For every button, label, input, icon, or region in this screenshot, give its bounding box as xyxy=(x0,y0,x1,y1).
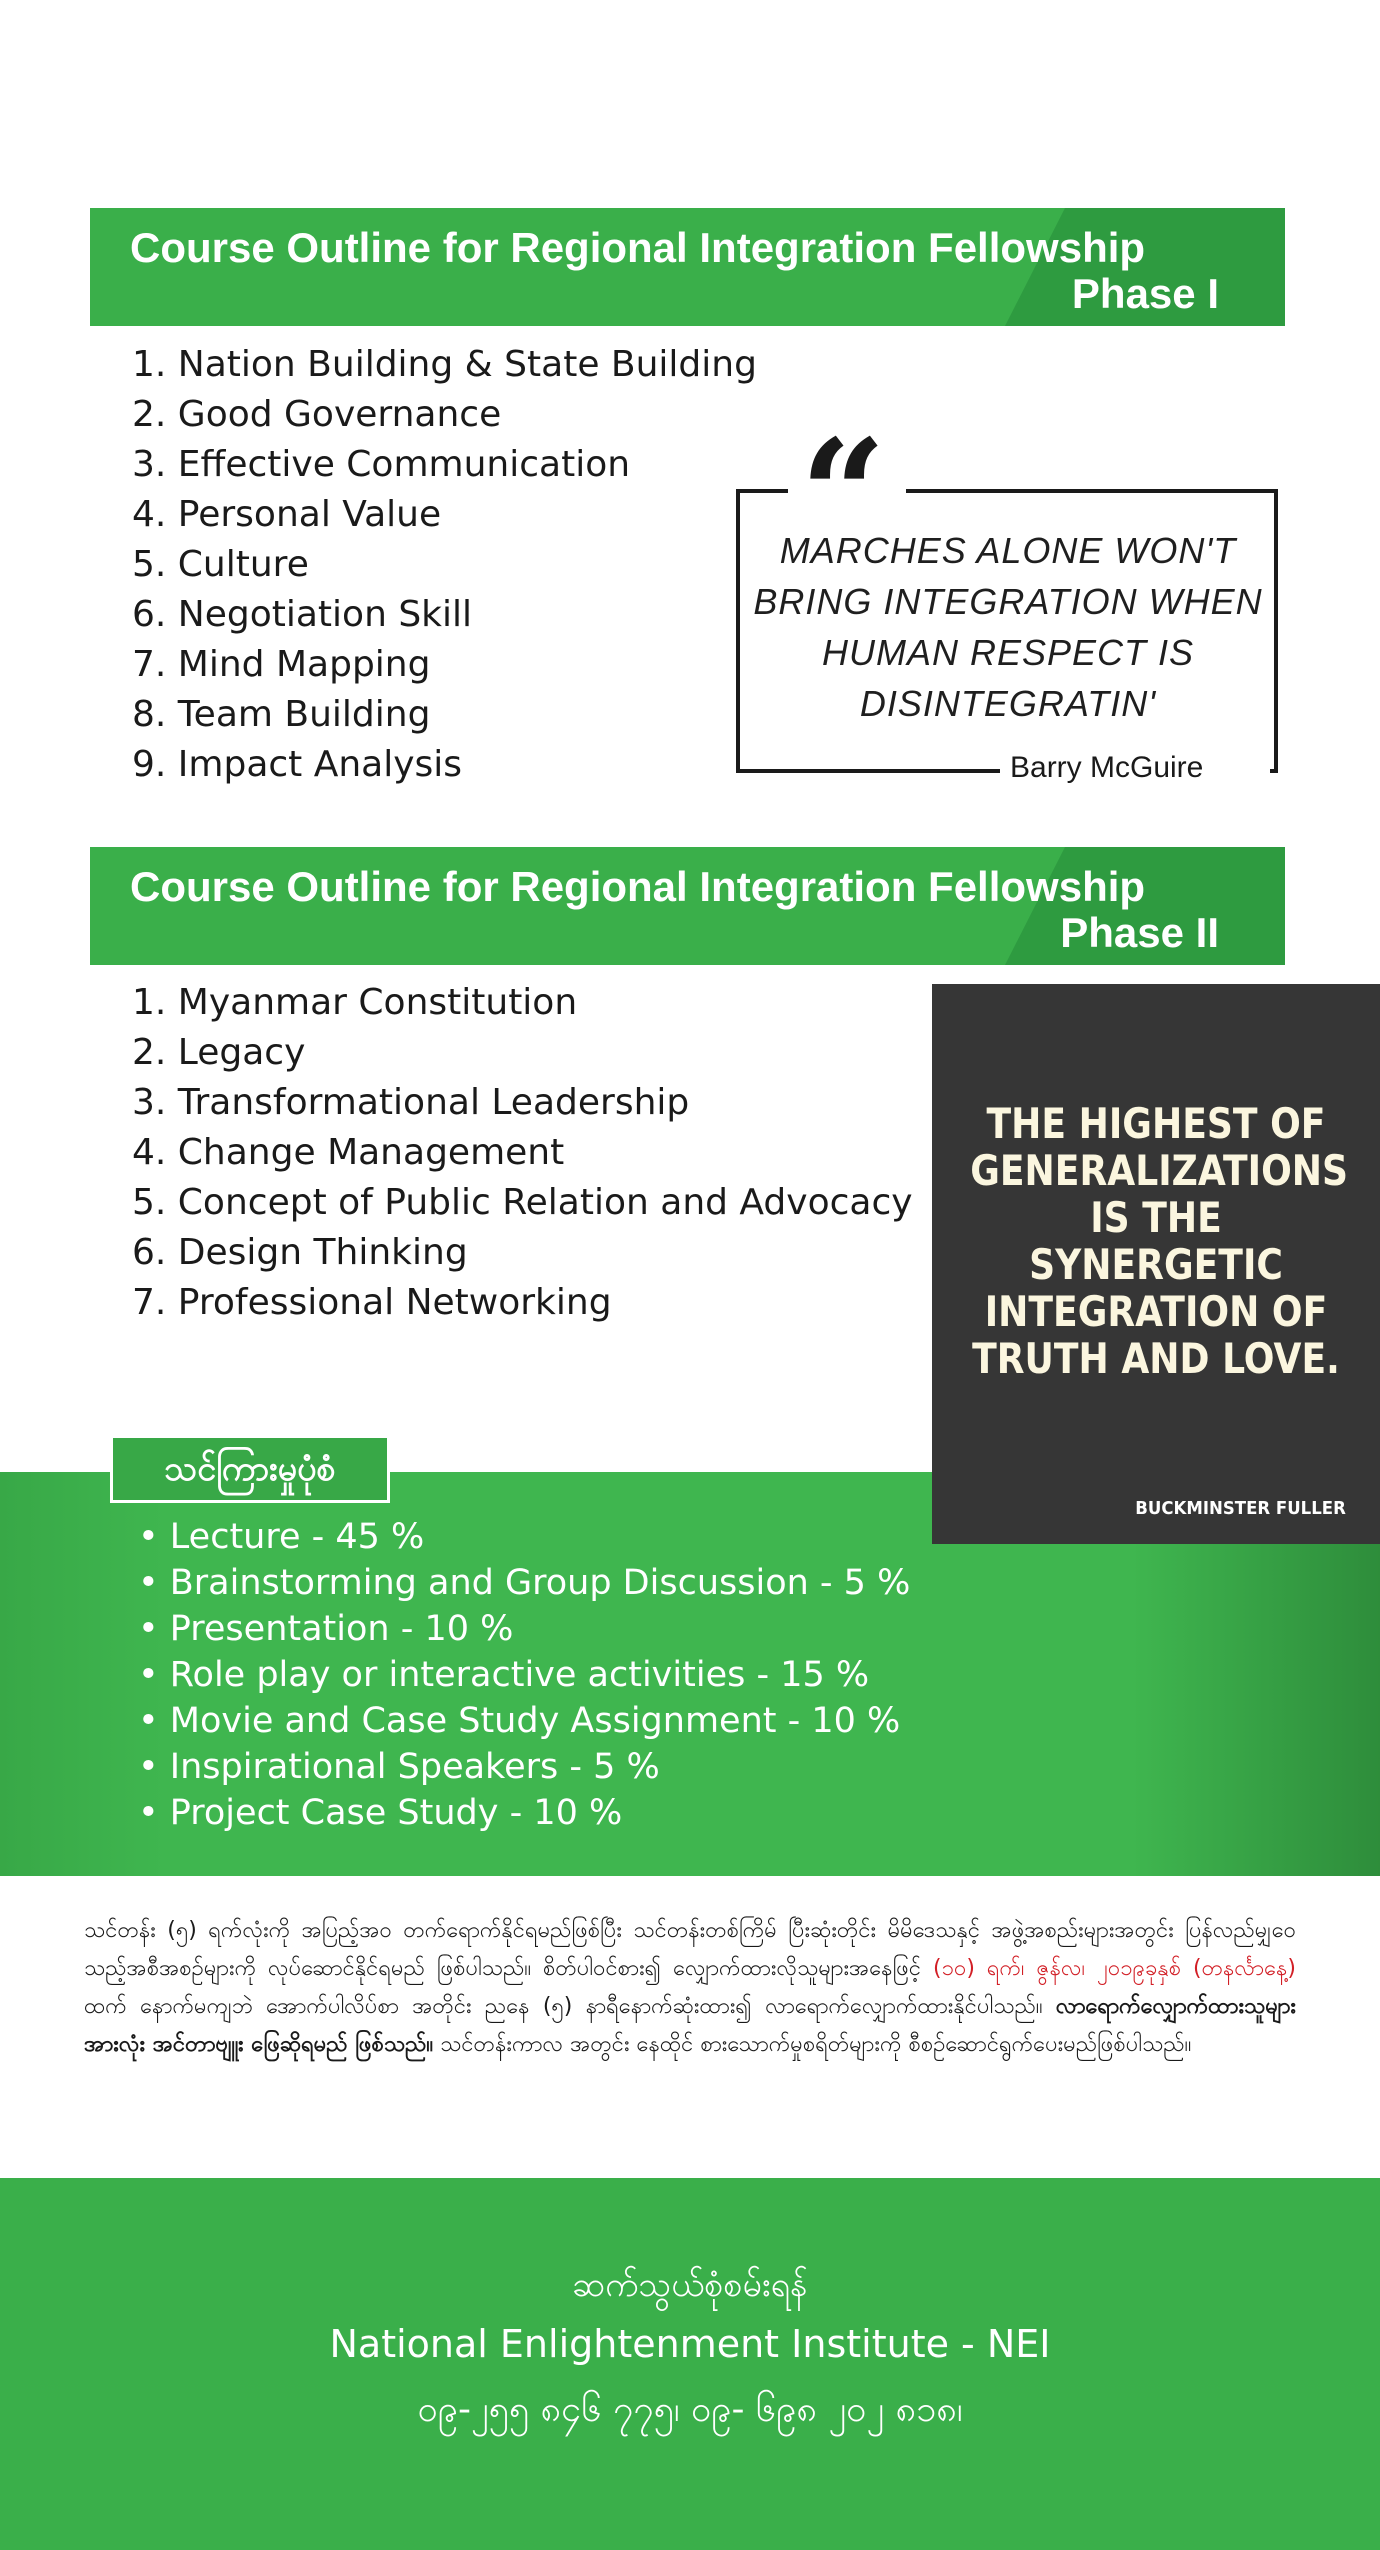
list-item: 6. Design Thinking xyxy=(132,1232,468,1273)
phase1-title-line1: Course Outline for Regional Integration Fellowship xyxy=(130,224,1146,271)
list-item: 1. Nation Building & State Building xyxy=(132,344,757,385)
phase2-title-line2: Phase II xyxy=(1060,909,1219,956)
quote-author: Barry McGuire xyxy=(1010,751,1204,784)
paragraph-part1: သင်တန်း (၅) ရက်လုံးကို အပြည့်အဝ တက်ရောက်နိုင်ရမည်ဖြစ်ပြီး သင်တန်းတစ်ကြိမ် ပြီးဆုံးတိုင်း မိမိဒေသနှင့် အဖွဲ့အစည်းများအတွင်း ပြန်လည်မျှဝေသည့်အစီအစဉ်များကို လုပ်ဆောင်နိုင်ရမည် ဖြစ်ပါသည်။ စိတ်ပါဝင်စား၍ လျှောက်ထားလိုသူများအနေဖြင့် xyxy=(84,1918,1296,1981)
phase2-banner xyxy=(90,847,1285,965)
list-item: • Lecture - 45 % xyxy=(138,1514,910,1560)
list-item: 7. Professional Networking xyxy=(132,1282,612,1323)
paragraph-part2: ထက် နောက်မကျဘဲ အောက်ပါလိပ်စာ အတိုင်း ညနေ (၅) နာရီနောက်ဆုံးထား၍ လာရောက်လျှောက်ထားနိုင်ပါသည်။ xyxy=(84,1994,1043,2019)
info-paragraph xyxy=(84,1912,1296,2064)
list-item: 6. Negotiation Skill xyxy=(132,594,473,635)
phase1-course-list xyxy=(132,340,757,790)
list-item: • Project Case Study - 10 % xyxy=(138,1790,910,1836)
list-item: 2. Legacy xyxy=(132,1032,306,1073)
list-item: 5. Culture xyxy=(132,544,309,585)
list-item: 4. Change Management xyxy=(132,1132,565,1173)
phase1-banner xyxy=(90,208,1285,326)
methods-title: သင်ကြားမှုပုံစံ xyxy=(110,1435,390,1503)
deadline-text: (၁၀) ရက်၊ ဇွန်လ၊ ၂၀၁၉ခုနှစ် (တနင်္လာနေ့) xyxy=(933,1956,1296,1981)
phone-numbers: ၀၉-၂၅၅ ၈၄၆ ၇၇၅၊ ၀၉- ၆၉၈ ၂၀၂ ၈၁၈၊ xyxy=(417,2389,963,2430)
phase1-title-line2: Phase I xyxy=(1071,270,1219,317)
organization-name: National Enlightenment Institute - NEI xyxy=(329,2322,1051,2366)
list-item: 2. Good Governance xyxy=(132,394,502,435)
contact-label: ဆက်သွယ်စုံစမ်းရန် xyxy=(572,2265,808,2305)
quote-text: MARCHES ALONE WON'T BRING INTEGRATION WHEN HUMAN RESPECT IS DISINTEGRATIN' xyxy=(753,530,1263,724)
paragraph-part3: သင်တန်းကာလ အတွင်း နေထိုင် စားသောက်မှုစရိတ်များကို စီစဉ်ဆောင်ရွက်ပေးမည်ဖြစ်ပါသည်။ xyxy=(440,2032,1192,2057)
methods-list xyxy=(138,1514,910,1836)
list-item: • Presentation - 10 % xyxy=(138,1606,910,1652)
list-item: 4. Personal Value xyxy=(132,494,442,535)
list-item: • Role play or interactive activities - 15 % xyxy=(138,1652,910,1698)
list-item: 3. Effective Communication xyxy=(132,444,631,485)
list-item: 5. Concept of Public Relation and Advocacy xyxy=(132,1182,913,1223)
interview-notice: လာရောက်လျှောက်ထားသူများအားလုံး အင်တာဗျူး ဖြေဆိုရမည် ဖြစ်သည်။ xyxy=(84,1994,1296,2057)
dark-quote-text: THE HIGHEST OF GENERALIZATIONS IS THE SYNERGETIC INTEGRATION OF TRUTH AND LOVE. xyxy=(970,1099,1349,1383)
quote-mark-icon: “ xyxy=(800,407,887,583)
list-item: 8. Team Building xyxy=(132,694,431,735)
dark-quote-author: BUCKMINSTER FULLER xyxy=(1135,1498,1346,1519)
list-item: 7. Mind Mapping xyxy=(132,644,431,685)
phase2-title-line1: Course Outline for Regional Integration Fellowship xyxy=(130,863,1146,910)
list-item: • Brainstorming and Group Discussion - 5 % xyxy=(138,1560,910,1606)
list-item: • Movie and Case Study Assignment - 10 % xyxy=(138,1698,910,1744)
list-item: 9. Impact Analysis xyxy=(132,744,463,785)
phase2-course-list xyxy=(132,978,913,1328)
list-item: • Inspirational Speakers - 5 % xyxy=(138,1744,910,1790)
list-item: 3. Transformational Leadership xyxy=(132,1082,690,1123)
list-item: 1. Myanmar Constitution xyxy=(132,982,578,1023)
